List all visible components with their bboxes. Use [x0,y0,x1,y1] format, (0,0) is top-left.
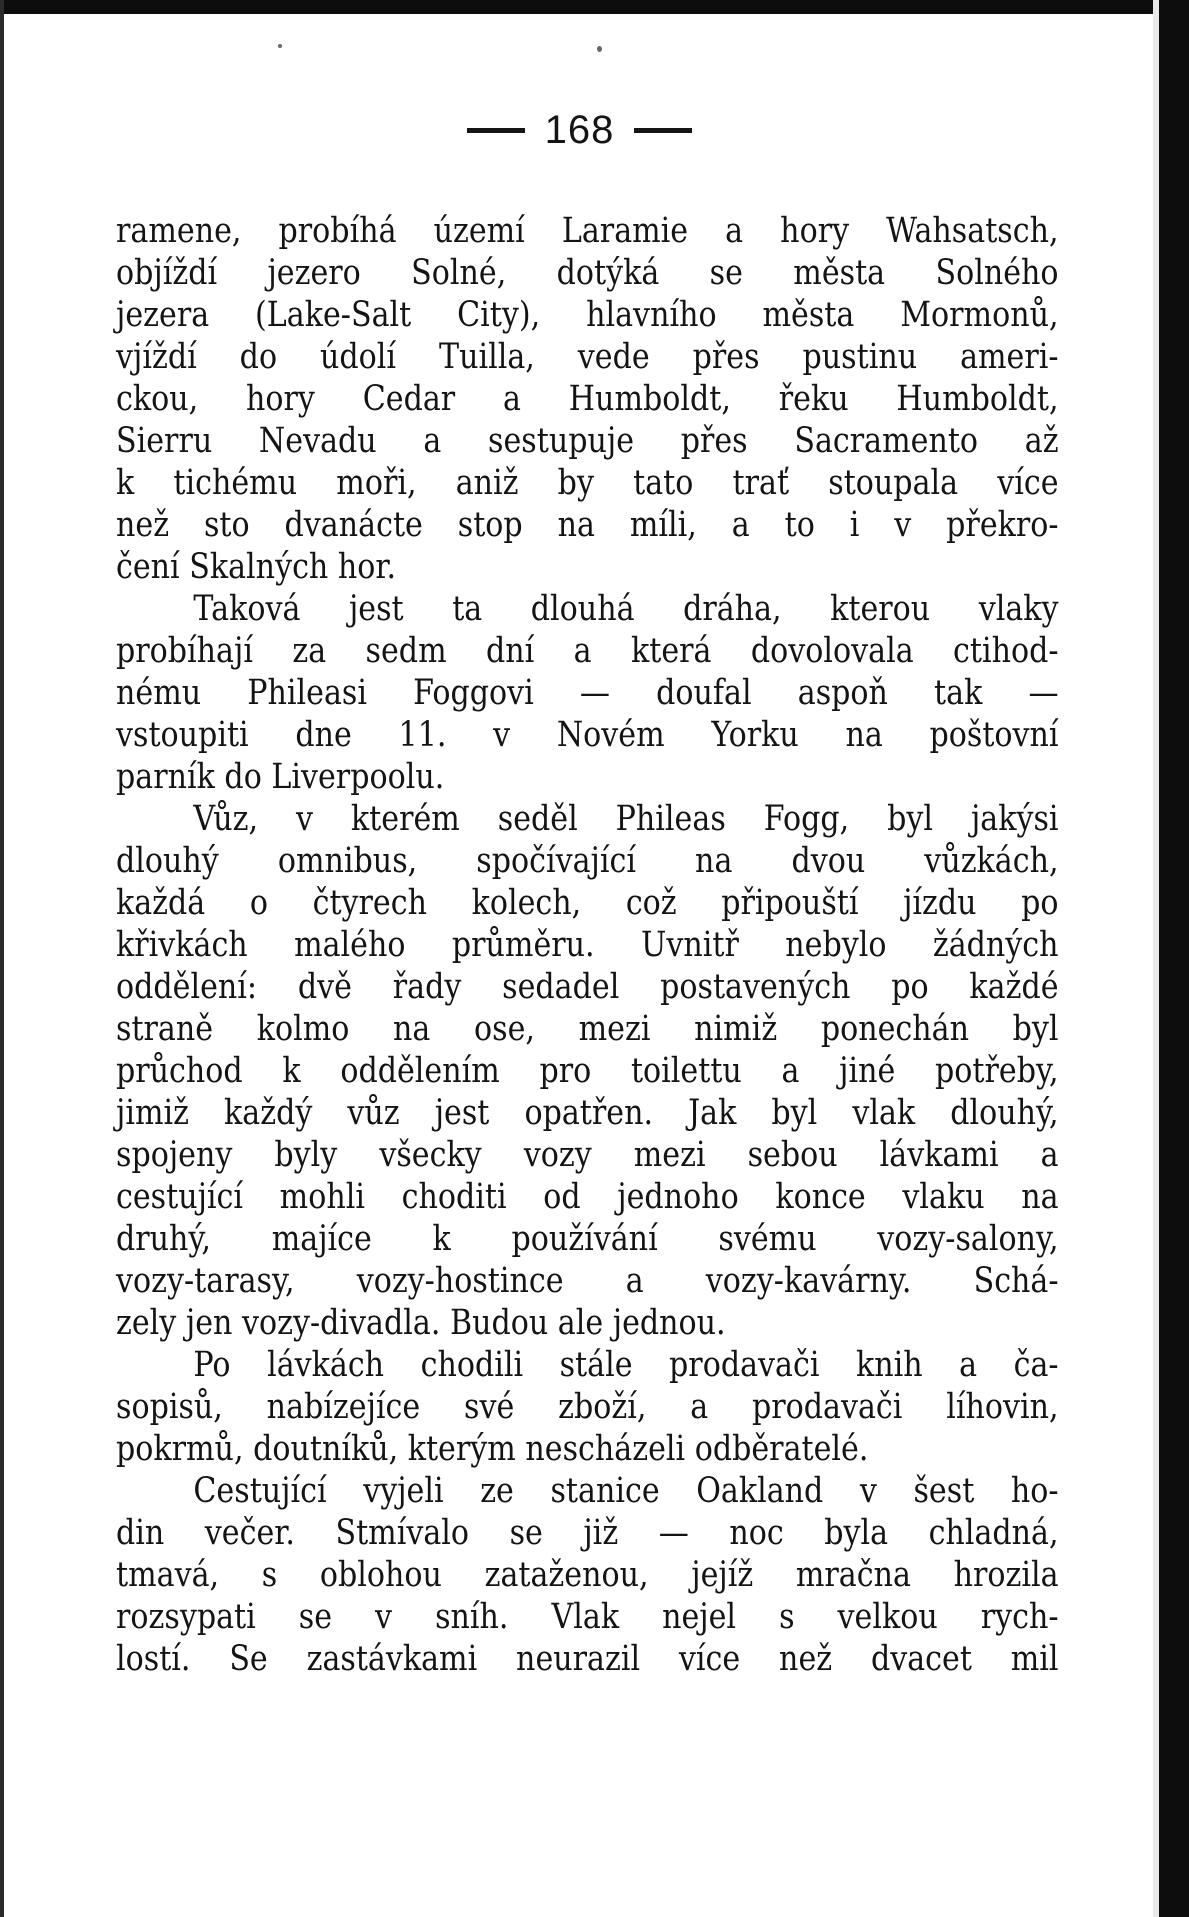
text-line: čení Skalných hor. [116,547,397,587]
text-line: každá o čtyrech kolech, což připouští jízdu po [116,883,1059,923]
text-line: tmavá, s oblohou zataženou, jejíž mračna hrozila [116,1555,1059,1595]
text-line: lostí. Se zastávkami neurazil více než dvacet mil [116,1639,1059,1679]
text-line: vozy-tarasy, vozy-hostince a vozy-kavárny. Schá- [116,1261,1059,1301]
text-line: Sierru Nevadu a sestupuje přes Sacramento až [116,421,1059,461]
dash-right [634,128,692,133]
page-number: 168 [544,108,615,152]
text-line: nému Phileasi Foggovi — doufal aspoň tak — [116,673,1059,713]
text-line: vstoupiti dne 11. v Novém Yorku na poštovní [116,715,1059,755]
text-line: straně kolmo na ose, mezi nimiž ponechán byl [116,1009,1059,1049]
text-line: průchod k oddělením pro toilettu a jiné potřeby, [116,1051,1059,1091]
text-line: k tichému moři, aniž by tato trať stoupala více [116,463,1059,503]
scan-speck [278,44,282,48]
text-line: jezera (Lake-Salt City), hlavního města Mormonů, [116,295,1059,335]
scan-speck [597,46,602,52]
text-line: než sto dvanácte stop na míli, a to i v překro- [116,505,1059,545]
text-line: objíždí jezero Solné, dotýká se města Solného [116,253,1059,293]
text-line: vjíždí do údolí Tuilla, vede přes pustinu ameri- [116,337,1059,377]
text-line: probíhají za sedm dní a která dovolovala ctihod- [116,631,1059,671]
text-line: druhý, majíce k používání svému vozy-salony, [116,1219,1059,1259]
text-line: Taková jest ta dlouhá dráha, kterou vlaky [193,589,1059,629]
text-line: Po lávkách chodili stále prodavači knih a ča- [193,1345,1059,1385]
text-line: dlouhý omnibus, spočívající na dvou vůzkách, [116,841,1059,881]
text-line: ckou, hory Cedar a Humboldt, řeku Humboldt, [116,379,1059,419]
scan-border-right [1159,0,1189,1917]
text-line: křivkách malého průměru. Uvnitř nebylo žádných [116,925,1059,965]
text-line: ramene, probíhá území Laramie a hory Wahsatsch, [116,211,1059,251]
body-text [116,210,1059,1680]
text-line: parník do Liverpoolu. [116,757,445,797]
text-line: Vůz, v kterém seděl Phileas Fogg, byl jakýsi [193,799,1059,839]
text-line: zely jen vozy-divadla. Budou ale jednou. [116,1303,726,1343]
text-line: sopisů, nabízejíce své zboží, a prodavači líhovin, [116,1387,1059,1427]
text-line: Cestující vyjeli ze stanice Oakland v šest ho- [193,1471,1059,1511]
text-line: jimiž každý vůz jest opatřen. Jak byl vlak dlouhý, [116,1093,1059,1133]
dash-left [467,128,525,133]
text-line: rozsypati se v sníh. Vlak nejel s velkou rych- [116,1597,1059,1637]
text-line: oddělení: dvě řady sedadel postavených po každé [116,967,1059,1007]
scan-border-left [0,0,4,1917]
page-number-header [0,102,1159,158]
text-line: cestující mohli choditi od jednoho konce vlaku na [116,1177,1059,1217]
text-line: din večer. Stmívalo se již — noc byla chladná, [116,1513,1059,1553]
text-line: spojeny byly všecky vozy mezi sebou lávkami a [116,1135,1059,1175]
scan-border-top [0,0,1189,14]
text-line: pokrmů, doutníků, kterým nescházeli odběratelé. [116,1429,869,1469]
